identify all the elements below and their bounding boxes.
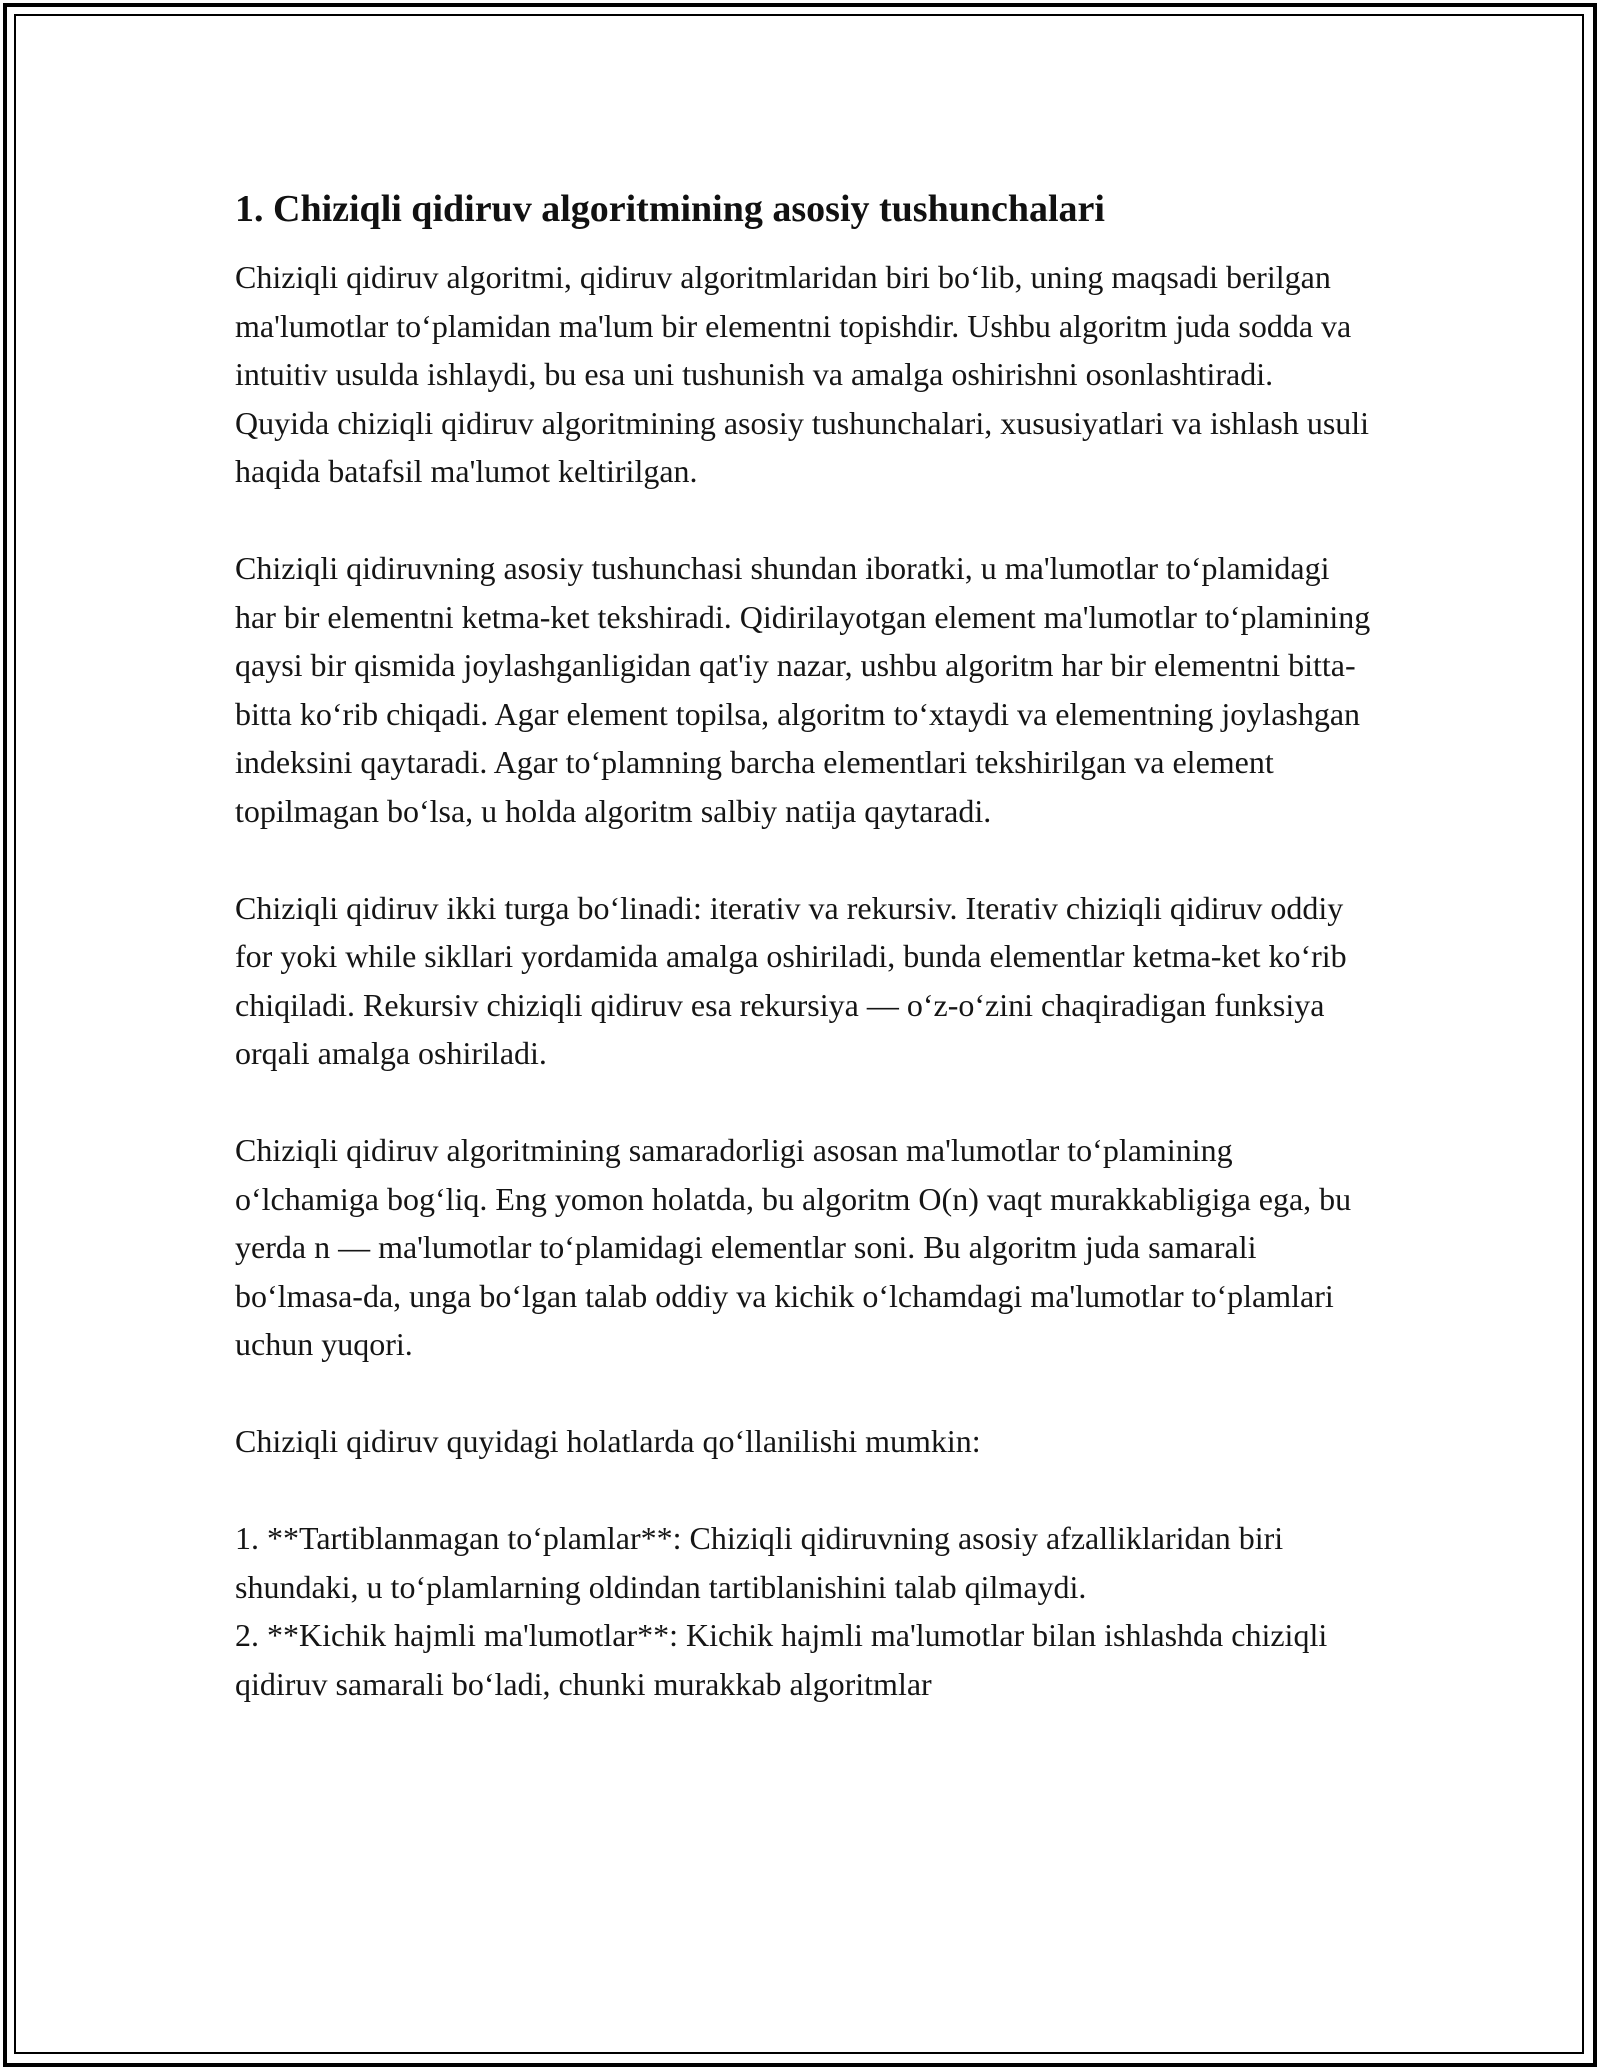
document-body [235, 185, 1375, 1708]
list-item: 2. **Kichik hajmli ma'lumotlar**: Kichik hajmli ma'lumotlar bilan ishlashda chiziqli qidiruv samarali bo‘ladi, chunki murakkab algoritmlar [235, 1617, 1328, 1702]
paragraph-usage-intro: Chiziqli qidiruv quyidagi holatlarda qo‘llanilishi mumkin: [235, 1423, 981, 1459]
section-heading: 1. Chiziqli qidiruv algoritmining asosiy tushunchalari [235, 188, 1105, 230]
paragraph-types: Chiziqli qidiruv ikki turga bo‘linadi: iterativ va rekursiv. Iterativ chiziqli qidiruv oddiy for yoki while sikllari yordamida amalga oshiriladi, bunda elementlar ketma-ket ko‘rib chiqiladi. Rekursiv chiziqli qidiruv esa rekursiya — o‘z-o‘zini chaqiradigan funksiya orqali amalga oshiriladi. [235, 889, 1347, 1071]
paragraph-efficiency: Chiziqli qidiruv algoritmining samaradorligi asosan ma'lumotlar to‘plamining o‘lchamiga bog‘liq. Eng yomon holatda, bu algoritm O(n) vaqt murakkabligiga ega, bu yerda n — ma'lumotlar to‘plamidagi elementlar soni. Bu algoritm juda samarali bo‘lmasa-da, unga bo‘lgan talab oddiy va kichik o‘lchamdagi ma'lumotlar to‘plamlari uchun yuqori. [235, 1132, 1352, 1362]
paragraph-concept: Chiziqli qidiruvning asosiy tushunchasi shundan iboratki, u ma'lumotlar to‘plamidagi har bir elementni ketma-ket tekshiradi. Qidirilayotgan element ma'lumotlar to‘plamining qaysi bir qismida joylashganligidan qat'iy nazar, ushbu algoritm har bir elementni bitta-bitta ko‘rib chiqadi. Agar element topilsa, algoritm to‘xtaydi va elementning joylashgan indeksini qaytaradi. Agar to‘plamning barcha elementlari tekshirilgan va element topilmagan bo‘lsa, u holda algoritm salbiy natija qaytaradi. [235, 550, 1371, 829]
list-item: 1. **Tartiblanmagan to‘plamlar**: Chiziqli qidiruvning asosiy afzalliklaridan biri shundaki, u to‘plamlarning oldindan tartiblanishini talab qilmaydi. [235, 1520, 1284, 1605]
paragraph-intro: Chiziqli qidiruv algoritmi, qidiruv algoritmlaridan biri bo‘lib, uning maqsadi berilgan ma'lumotlar to‘plamidan ma'lum bir elementni topishdir. Ushbu algoritm juda sodda va intuitiv usulda ishlaydi, bu esa uni tushunish va amalga oshirishni osonlashtiradi. Quyida chiziqli qidiruv algoritmining asosiy tushunchalari, xususiyatlari va ishlash usuli haqida batafsil ma'lumot keltirilgan. [235, 259, 1370, 489]
